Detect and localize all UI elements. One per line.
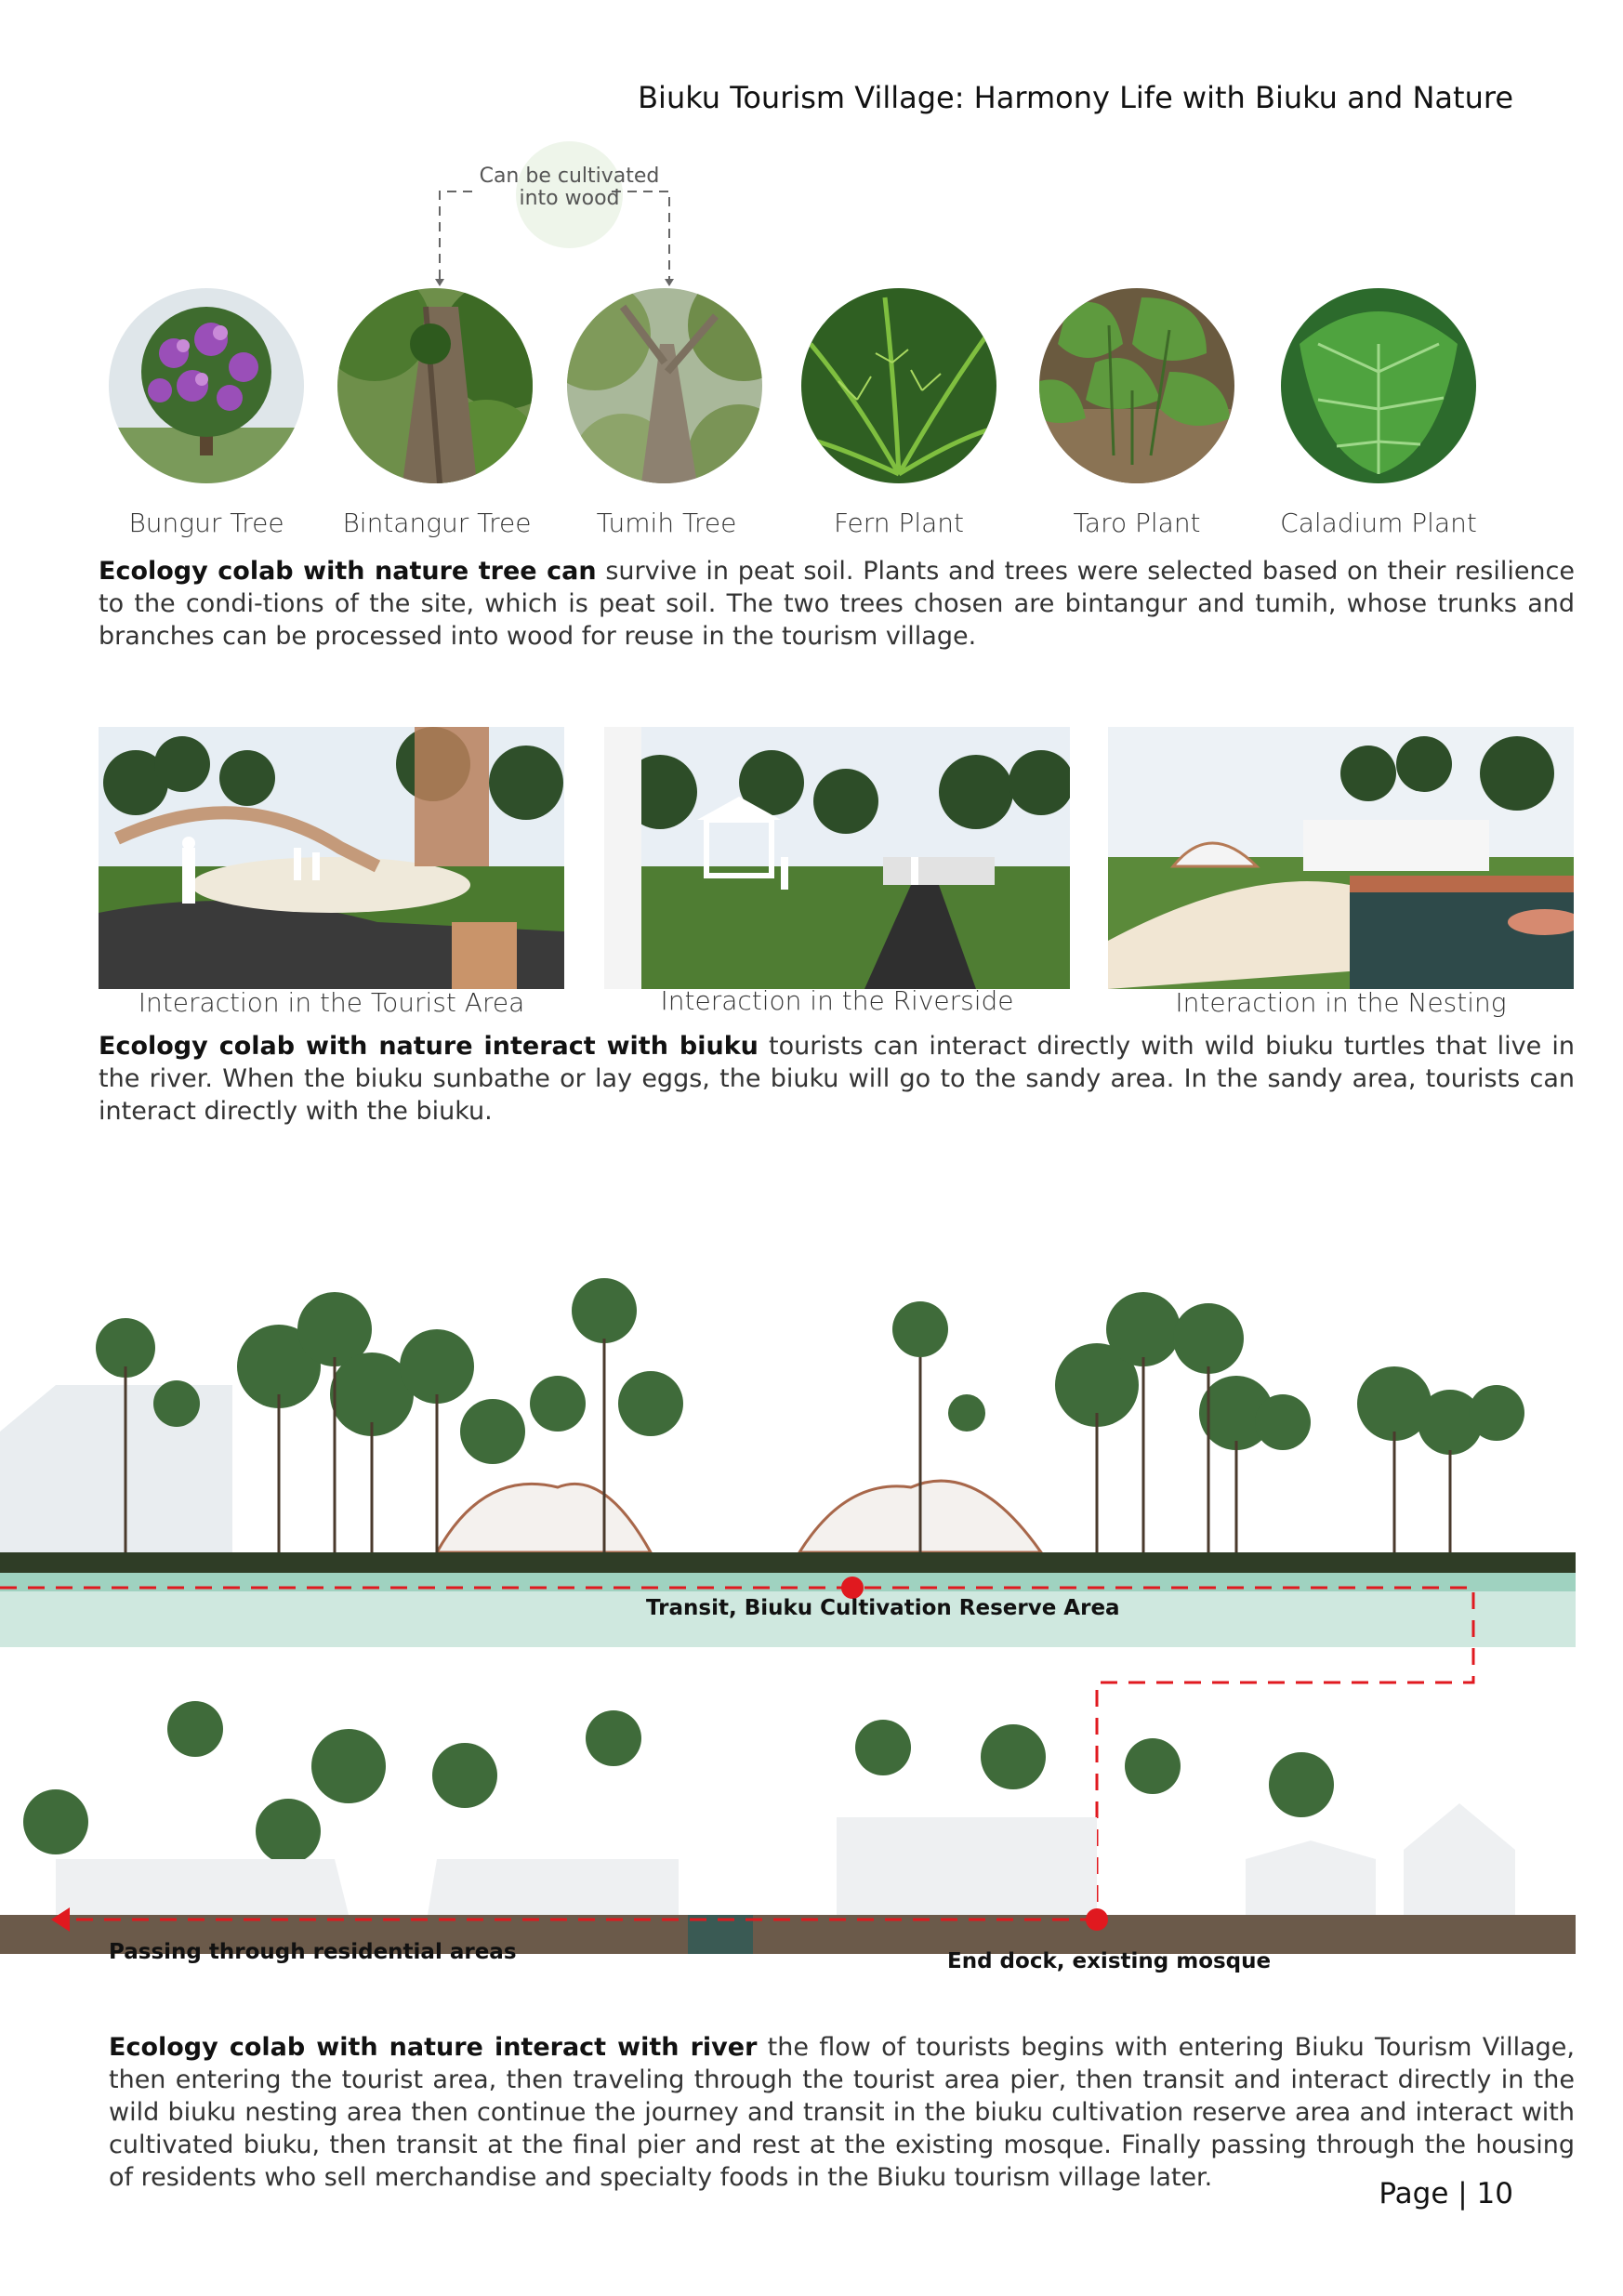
paragraph-tree-ecology-lead: Ecology colab with nature tree can xyxy=(99,557,597,586)
render-label-nesting: Interaction in the Nesting xyxy=(1175,987,1507,1018)
render-label-riverside: Interaction in the Riverside xyxy=(660,985,1014,1016)
fern-plant-photo xyxy=(801,288,996,483)
paragraph-biuku-interaction xyxy=(99,1030,1575,1128)
plant-label-bungur: Bungur Tree xyxy=(128,508,284,538)
plant-label-caladium: Caladium Plant xyxy=(1280,508,1477,538)
plant-label-taro: Taro Plant xyxy=(1073,508,1201,538)
section-label-end-dock: End dock, existing mosque xyxy=(947,1949,1272,1973)
annotation-text: Can be cultivated into wood xyxy=(479,165,660,210)
render-tourist-area xyxy=(99,727,564,989)
section-label-transit: Transit, Biuku Cultivation Reserve Area xyxy=(646,1596,1120,1620)
paragraph-biuku-interaction-body: tourists can interact directly with wild biuku turtles that live in the river. When the biuku sunbathe or lay eggs, the biuku will go to the sandy area. In the sandy area, tourists can interact directly with the biuku. xyxy=(99,1032,1575,1126)
render-nesting xyxy=(1108,727,1574,989)
section-label-residential: Passing through residential areas xyxy=(109,1940,517,1964)
tumih-tree-photo xyxy=(567,288,762,483)
render-riverside xyxy=(604,727,1070,989)
page-number: Page | 10 xyxy=(1379,2177,1513,2210)
bintangur-tree-photo xyxy=(337,288,533,483)
plant-label-fern: Fern Plant xyxy=(833,508,964,538)
paragraph-river-interaction-lead: Ecology colab with nature interact with river xyxy=(109,2033,758,2062)
paragraph-river-interaction-body: the flow of tourists begins with entering Biuku Tourism Village, then entering the tourist area, then traveling through the tourist area pier, then transit and interact directly in the wild biuku nesting area then continue the journey and transit in the biuku cultivation reserve area and interact with cultivated biuku, then transit at the final pier and rest at the existing mosque. Finally passing through the housing of residents who sell merchandise and specialty foods in the Biuku tourism village later. xyxy=(109,2033,1575,2192)
bungur-tree-photo xyxy=(109,288,304,483)
paragraph-river-interaction xyxy=(109,2031,1575,2194)
taro-plant-photo xyxy=(1039,288,1234,483)
plant-label-tumih: Tumih Tree xyxy=(596,508,737,538)
paragraph-tree-ecology xyxy=(99,555,1575,653)
paragraph-biuku-interaction-lead: Ecology colab with nature interact with biuku xyxy=(99,1032,759,1061)
caladium-plant-photo xyxy=(1281,288,1476,483)
page-header-title: Biuku Tourism Village: Harmony Life with Biuku and Nature xyxy=(638,80,1513,115)
plant-label-bintangur: Bintangur Tree xyxy=(342,508,532,538)
render-label-tourist-area: Interaction in the Tourist Area xyxy=(138,987,525,1018)
paragraph-tree-ecology-body: survive in peat soil. Plants and trees were selected based on their resilience to the condi-tions of the site, which is peat soil. The two trees chosen are bintangur and tumih, whose trunks and branches can be processed into wood for reuse in the tourism village. xyxy=(99,557,1575,651)
